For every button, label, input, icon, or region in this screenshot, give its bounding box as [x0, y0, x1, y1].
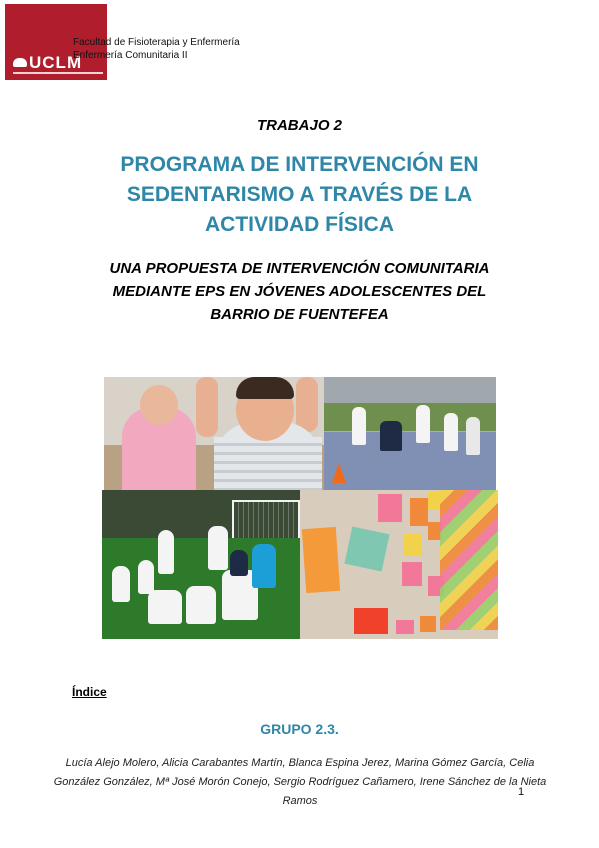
title-line-1: PROGRAMA DE INTERVENCIÓN EN [120, 153, 479, 176]
title-line-2: SEDENTARISMO A TRAVÉS DE LA [126, 183, 473, 206]
index-heading: Índice [72, 685, 107, 699]
logo-emblem-icon [13, 58, 27, 67]
group-label: GRUPO 2.3. [260, 721, 339, 737]
work-number: TRABAJO 2 [256, 117, 342, 134]
course-name: Enfermería Comunitaria II [73, 50, 188, 61]
subtitle-line-3: BARRIO DE FUENTEFEA [210, 306, 389, 323]
authors-line-1: Lucía Alejo Molero, Alicia Carabantes Martín, Blanca Espina Jerez, Marina Gómez García, Celia [65, 757, 535, 769]
photo-court-activity [324, 377, 496, 490]
photo-sticky-notes-wall [300, 490, 498, 639]
logo-wordmark: UCLM [29, 53, 83, 72]
logo-subline [13, 72, 103, 74]
authors-line-2: González González, Mª José Morón Conejo, Sergio Rodríguez Cañamero, Irene Sánchez de la Nieta [53, 776, 547, 788]
photo-soccer-group [102, 490, 300, 639]
page-number: 1 [518, 786, 525, 798]
faculty-name: Facultad de Fisioterapia y Enfermería [73, 37, 240, 48]
photo-kids-exercising [104, 377, 324, 490]
page-title [0, 150, 599, 240]
page-subtitle [0, 257, 599, 326]
title-line-3: ACTIVIDAD FÍSICA [205, 213, 394, 236]
subtitle-line-1: UNA PROPUESTA DE INTERVENCIÓN COMUNITARIA [109, 260, 490, 277]
authors-line-3: Ramos [282, 795, 318, 807]
subtitle-line-2: MEDIANTE EPS EN JÓVENES ADOLESCENTES DEL [112, 283, 487, 300]
faculty-header [73, 36, 240, 62]
authors-list [40, 754, 560, 807]
